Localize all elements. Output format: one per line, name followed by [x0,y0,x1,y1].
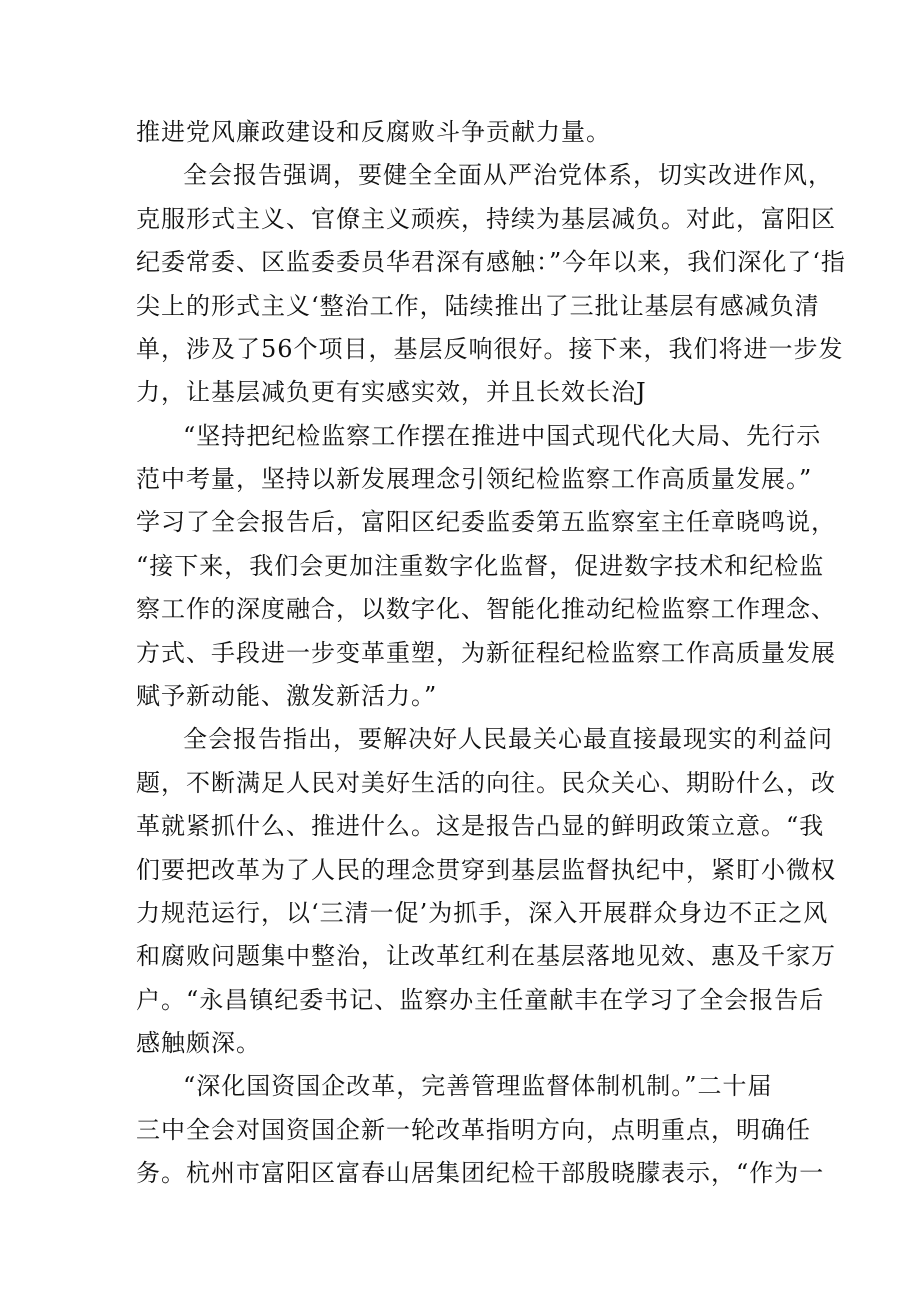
text-line: 方式、手段进一步变革重塑，为新征程纪检监察工作高质量发展 [136,639,836,667]
text-line: 全会报告强调，要健全全面从严治党体系，切实改进作风， [183,161,833,189]
text-line: 范中考量，坚持以新发展理念引领纪检监察工作高质量发展。” [136,465,813,493]
text-line: 察工作的深度融合，以数字化、智能化推动纪检监察工作理念、 [136,595,836,623]
text-line: “坚持把纪检监察工作摆在推进中国式现代化大局、先行示 [183,422,822,450]
text-line: 户。“永昌镇纪委书记、监察办主任童献丰在学习了全会报告后 [136,986,825,1014]
text-line: 推进党风廉政建设和反腐败斗争贡献力量。 [136,118,611,146]
text-line: 和腐败问题集中整治，让改革红利在基层落地见效、惠及千家万 [136,942,836,970]
text-line: 三中全会对国资国企新一轮改革指明方向，点明重点，明确任 [136,1116,811,1144]
text-line: “接下来，我们会更加注重数字化监督，促进数字技术和纪检监 [136,552,825,580]
text-line: 题，不断满足人民对美好生活的向往。民众关心、期盼什么，改 [136,769,836,797]
text-line: 学习了全会报告后，富阳区纪委监委第五监察室主任章晓鸣说， [136,508,836,536]
text-line: 们要把改革为了人民的理念贯穿到基层监督执纪中，紧盯小微权 [136,856,836,884]
text-line: “深化国资国企改革，完善管理监督体制机制。”二十届 [183,1072,773,1100]
text-line: 尖上的形式主义‘整治工作，陆续推出了三批让基层有感减负清 [136,292,820,320]
text-line: 力，让基层减负更有实感实效，并且长效长治J [136,378,647,406]
text-line: 克服形式主义、官僚主义顽疾，持续为基层减负。对此，富阳区 [136,205,836,233]
text-line: 务。杭州市富阳区富春山居集团纪检干部殷晓朦表示，“作为一 [136,1159,825,1187]
text-line: 单，涉及了56个项目，基层反响很好。接下来，我们将进一步发 [136,335,844,363]
text-line: 力规范运行，以‘三清一促’为抓手，深入开展群众身边不正之风 [136,899,829,927]
text-line: 赋予新动能、激发新活力。” [136,682,438,710]
text-line: 全会报告指出，要解决好人民最关心最直接最现实的利益问 [183,725,833,753]
text-line: 纪委常委、区监委委员华君深有感触：”今年以来，我们深化了‘指 [136,248,846,276]
text-line: 革就紧抓什么、推进什么。这是报告凸显的鲜明政策立意。“我 [136,812,825,840]
text-line: 感触颇深。 [136,1029,261,1057]
